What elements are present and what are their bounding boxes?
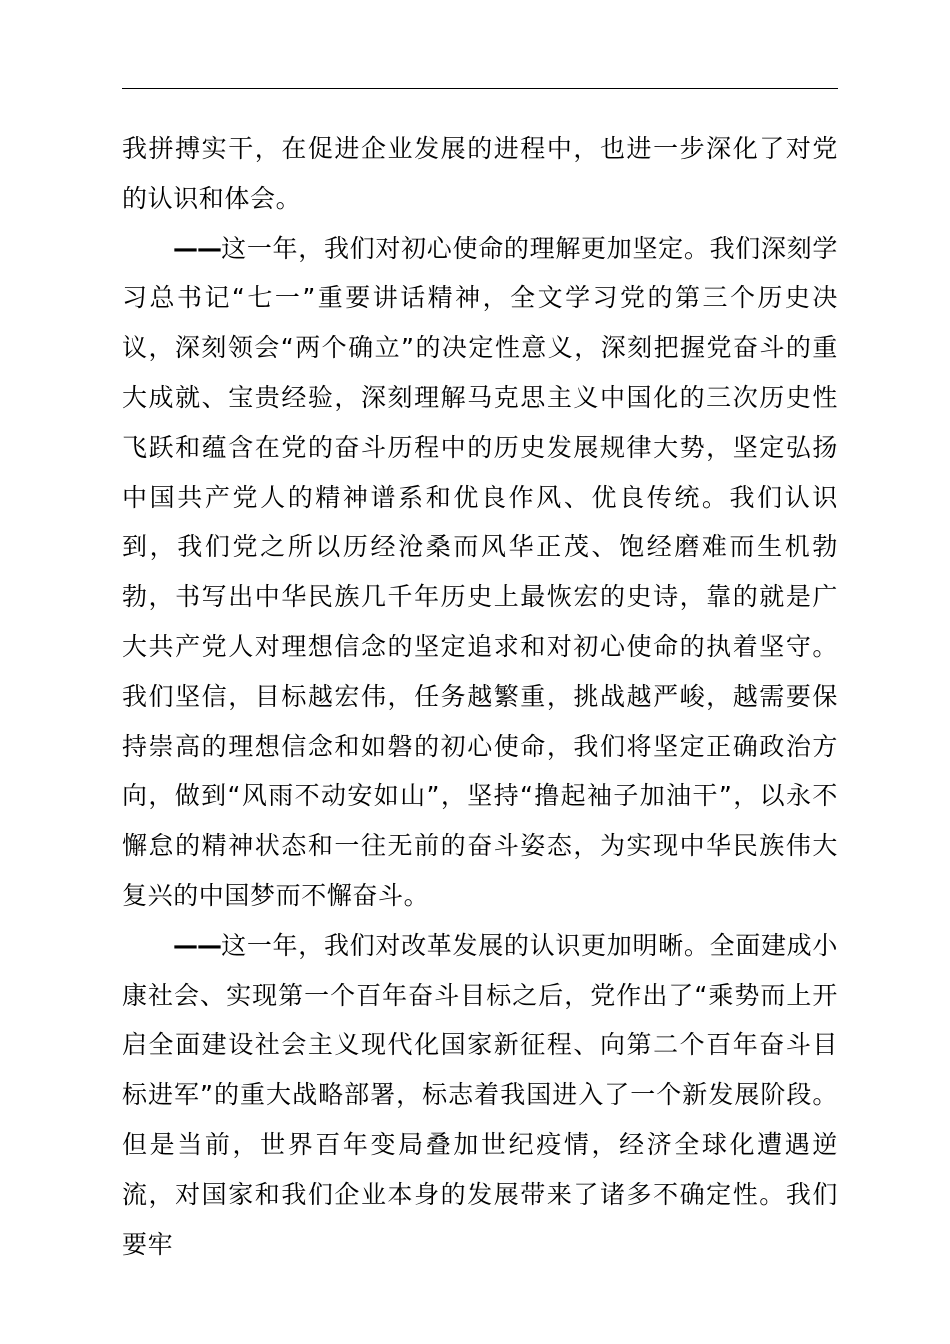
paragraph-text: 我拼搏实干，在促进企业发展的进程中，也进一步深化了对党的认识和体会。	[122, 134, 838, 213]
paragraph-continuation	[122, 124, 838, 224]
paragraph-initial-mission	[122, 224, 838, 921]
paragraph-text: 这一年，我们对初心使命的理解更加坚定。我们深刻学习总书记“七一”重要讲话精神，全文学习党的第三个历史决议，深刻领会“两个确立”的决定性意义，深刻把握党奋斗的重大成就、宝贵经验，深刻理解马克思主义中国化的三次历史性飞跃和蕴含在党的奋斗历程中的历史发展规律大势，坚定弘扬中国共产党人的精神谱系和优良作风、优良传统。我们认识到，我们党之所以历经沧桑而风华正茂、饱经磨难而生机勃勃，书写出中华民族几千年历史上最恢宏的史诗，靠的就是广大共产党人对理想信念的坚定追求和对初心使命的执着坚守。我们坚信，目标越宏伟，任务越繁重，挑战越严峻，越需要保持崇高的理想信念和如磐的初心使命，我们将坚定正确政治方向，做到“风雨不动安如山”，坚持“撸起袖子加油干”，以永不懈怠的精神状态和一往无前的奋斗姿态，为实现中华民族伟大复兴的中国梦而不懈奋斗。	[122, 233, 838, 910]
header-rule	[122, 88, 838, 89]
document-body	[122, 124, 838, 1269]
em-dash-lead: ——	[173, 930, 221, 960]
paragraph-reform-development	[122, 921, 838, 1270]
em-dash-lead: ——	[173, 233, 221, 263]
paragraph-text: 这一年，我们对改革发展的认识更加明晰。全面建成小康社会、实现第一个百年奋斗目标之后，党作出了“乘势而上开启全面建设社会主义现代化国家新征程、向第二个百年奋斗目标进军”的重大战略部署，标志着我国进入了一个新发展阶段。但是当前，世界百年变局叠加世纪疫情，经济全球化遭遇逆流，对国家和我们企业本身的发展带来了诸多不确定性。我们要牢	[122, 930, 838, 1259]
